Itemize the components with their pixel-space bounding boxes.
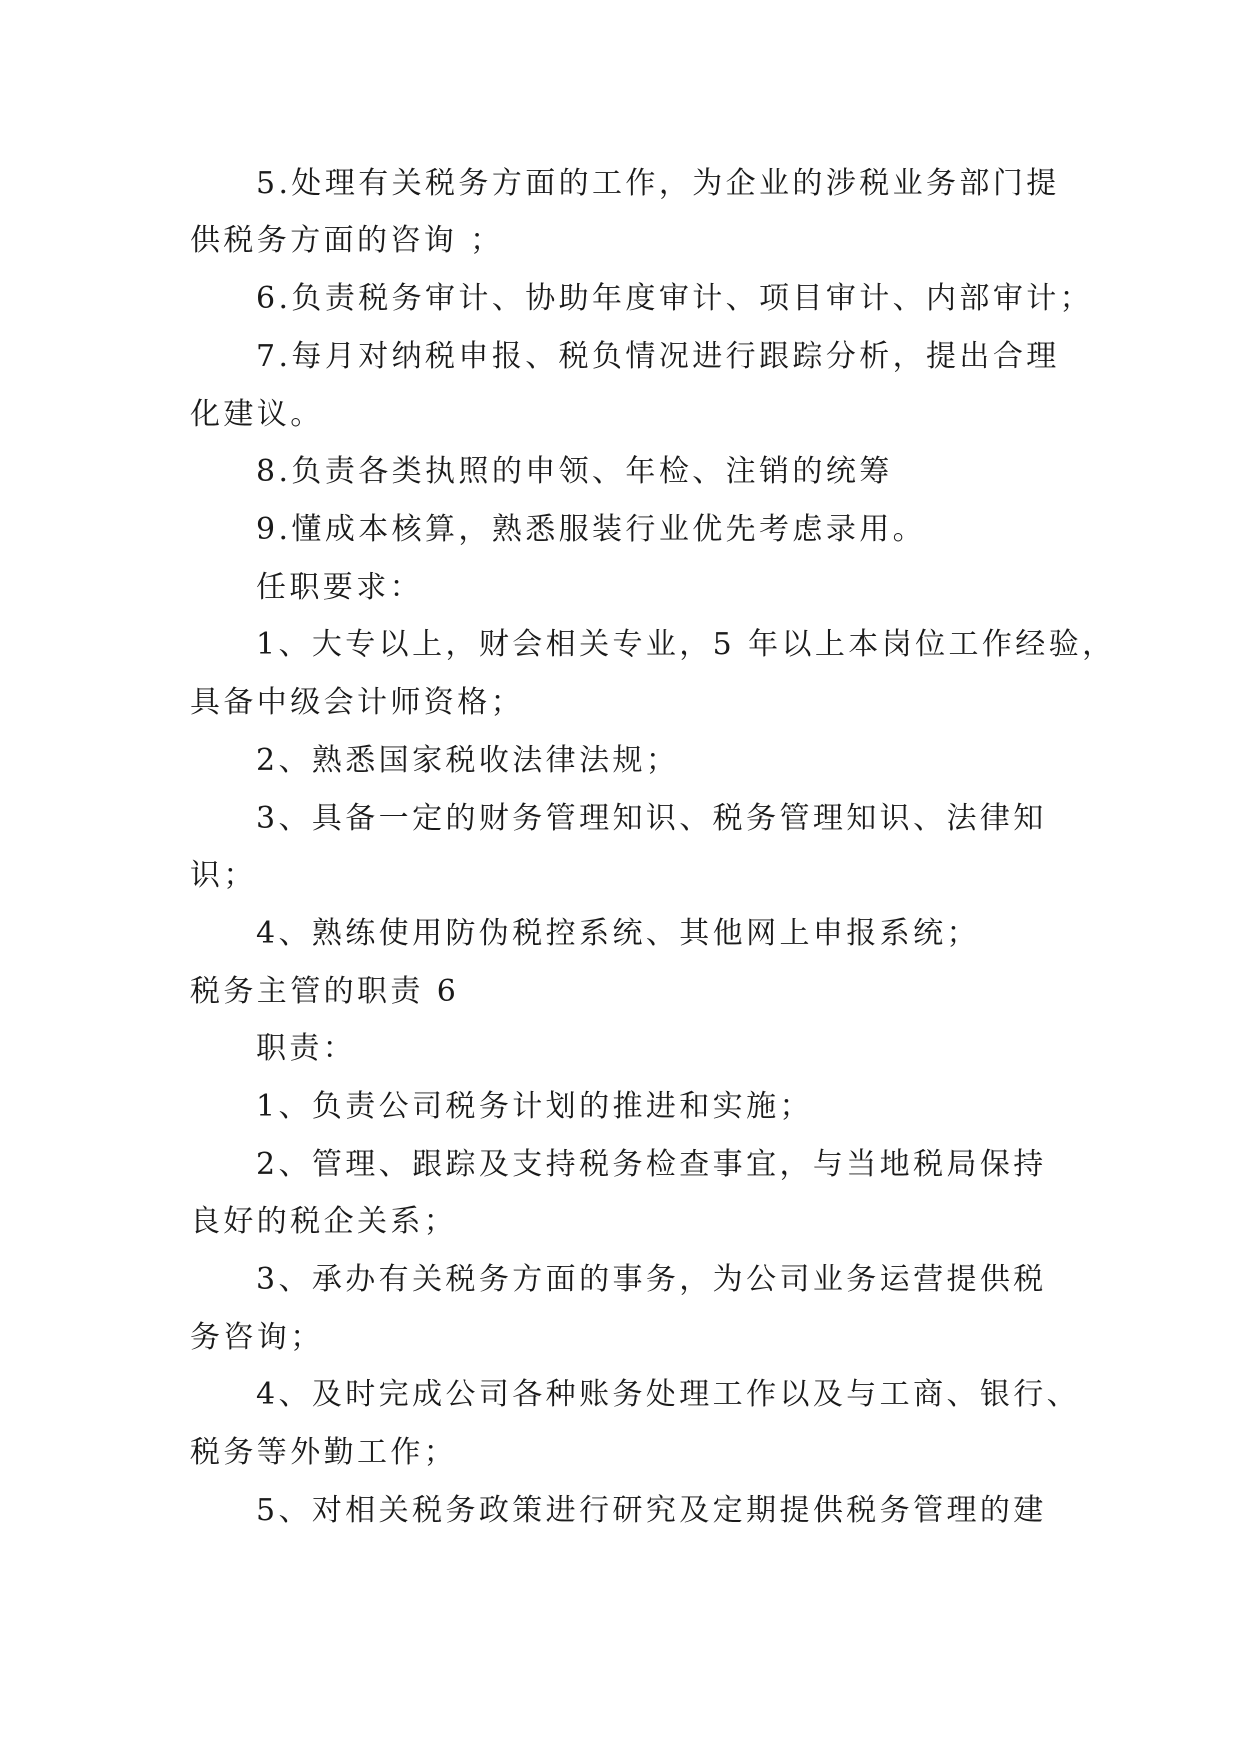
paragraph-line: 1、大专以上，财会相关专业，5 年以上本岗位工作经验， bbox=[256, 627, 1116, 662]
section-heading: 任职要求： bbox=[256, 570, 423, 605]
paragraph-line: 3、承办有关税务方面的事务，为公司业务运营提供税 bbox=[256, 1262, 1047, 1297]
paragraph-line: 2、管理、跟踪及支持税务检查事宜，与当地税局保持 bbox=[256, 1147, 1047, 1182]
paragraph-line: 8.负责各类执照的申领、年检、注销的统筹 bbox=[256, 454, 893, 489]
paragraph-line: 化建议。 bbox=[190, 397, 324, 432]
paragraph-line: 7.每月对纳税申报、税负情况进行跟踪分析，提出合理 bbox=[256, 339, 1060, 374]
paragraph-line: 4、及时完成公司各种账务处理工作以及与工商、银行、 bbox=[256, 1377, 1081, 1412]
paragraph-line: 具备中级会计师资格； bbox=[190, 685, 524, 720]
paragraph-line: 5、对相关税务政策进行研究及定期提供税务管理的建 bbox=[256, 1493, 1047, 1528]
paragraph-line: 良好的税企关系； bbox=[190, 1204, 458, 1239]
paragraph-line: 识； bbox=[190, 858, 257, 893]
paragraph-line: 务咨询； bbox=[190, 1320, 324, 1355]
section-title: 税务主管的职责 6 bbox=[190, 974, 460, 1009]
paragraph-line: 3、具备一定的财务管理知识、税务管理知识、法律知 bbox=[256, 801, 1047, 836]
paragraph-line: 1、负责公司税务计划的推进和实施； bbox=[256, 1089, 813, 1124]
paragraph-line: 税务等外勤工作； bbox=[190, 1435, 458, 1470]
paragraph-line: 5.处理有关税务方面的工作，为企业的涉税业务部门提 bbox=[256, 166, 1060, 201]
paragraph-line: 2、熟悉国家税收法律法规； bbox=[256, 743, 680, 778]
paragraph-line: 6.负责税务审计、协助年度审计、项目审计、内部审计； bbox=[256, 281, 1094, 316]
paragraph-line: 4、熟练使用防伪税控系统、其他网上申报系统； bbox=[256, 916, 980, 951]
paragraph-line: 9.懂成本核算，熟悉服装行业优先考虑录用。 bbox=[256, 512, 927, 547]
section-heading: 职责： bbox=[256, 1031, 357, 1066]
paragraph-line: 供税务方面的咨询 ； bbox=[190, 223, 504, 258]
